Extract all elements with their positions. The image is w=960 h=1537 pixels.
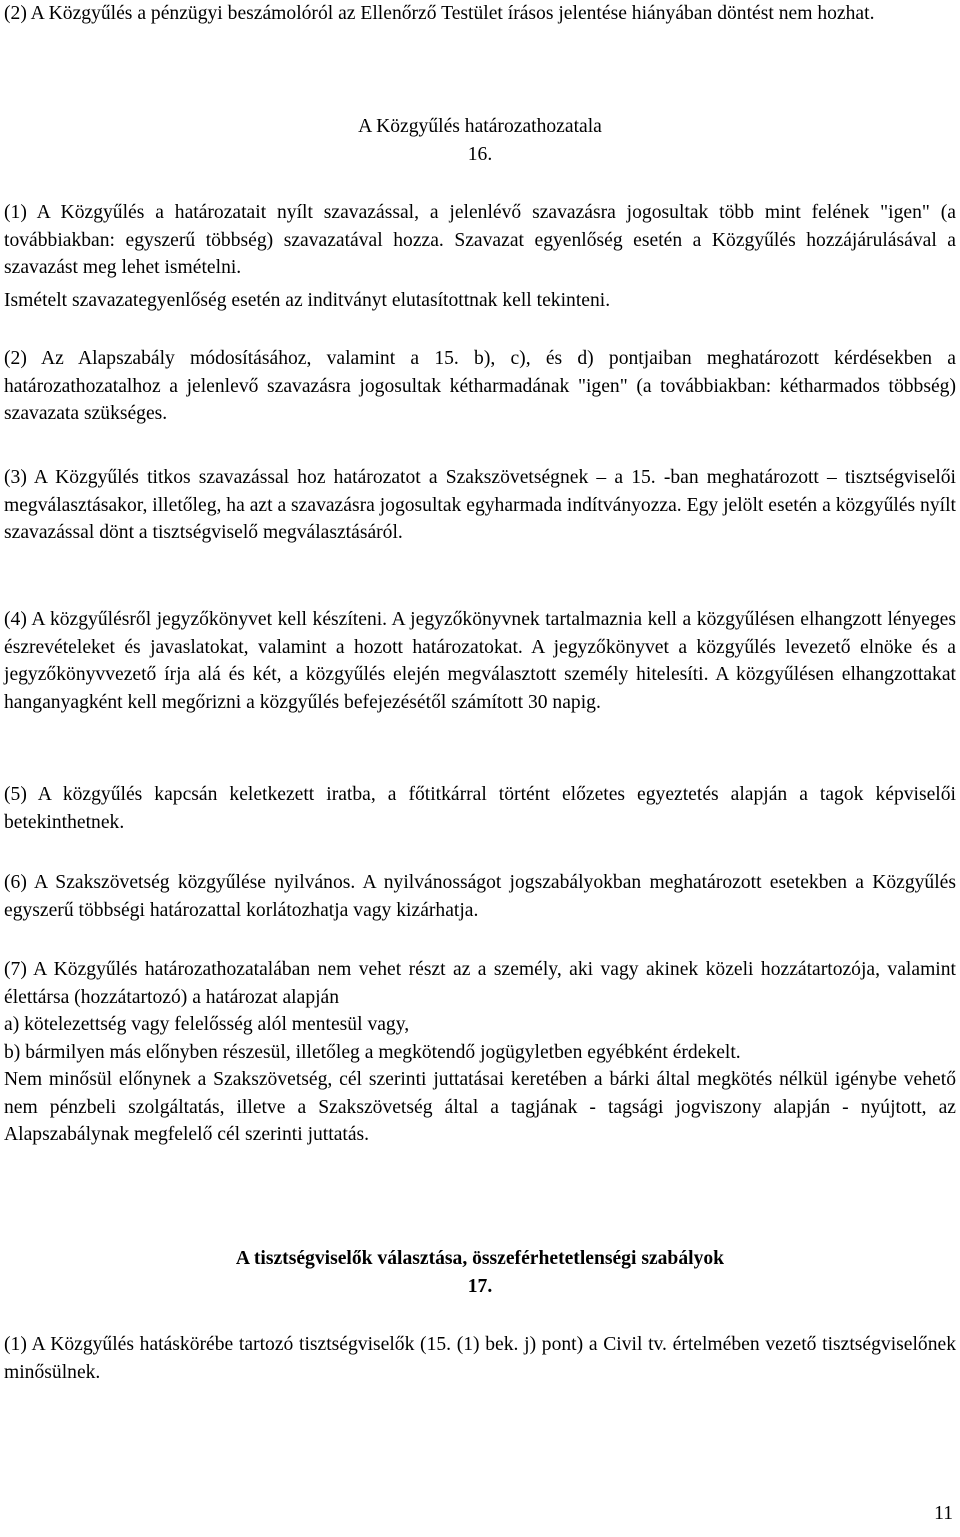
section-17-title: A tisztségviselők választása, összeférhetetlenségi szabályok (235, 1248, 725, 1269)
paragraph-15-2: (2) A Közgyűlés a pénzügyi beszámolóról az Ellenőrző Testület írásos jelentése hiányában döntést nem hozhat. (4, 3, 875, 24)
section-16-title: A Közgyűlés határozathozatala (358, 116, 602, 137)
paragraph-16-2: (2) Az Alapszabály módosításához, valamint a 15. b), c), és d) pontjaiban meghatározott kérdésekben a határozathozatalhoz a jelenlevő szavazásra jogosultak kétharmadának "igen" (a továbbiakban: kétharmados többség) szavazata szükséges. (4, 348, 956, 424)
paragraph-16-7-intro: (7) A Közgyűlés határozathozatalában nem vehet részt az a személy, aki vagy akinek közeli hozzátartozója, valamint élettársa (hozzátartozó) a határozat alapján (4, 959, 956, 1008)
paragraph-16-3: (3) A Közgyűlés titkos szavazással hoz határozatot a Szakszövetségnek – a 15. -ban meghatározott – tisztségviselői megválasztásakor, illetőleg, ha azt a szavazásra jogosultak egyharmada indítványozza. Egy jelölt esetén a közgyűlés nyílt szavazással dönt a tisztségviselő megválasztásáról. (4, 467, 956, 543)
paragraph-16-7-item-a: a) kötelezettség vagy felelősség alól mentesül vagy, (4, 1014, 410, 1035)
paragraph-16-6: (6) A Szakszövetség közgyűlése nyilvános. A nyilvánosságot jogszabályokban meghatározott esetekben a Közgyűlés egyszerű többségi határozattal korlátozhatja vagy kizárhatja. (4, 872, 956, 921)
paragraph-16-5: (5) A közgyűlés kapcsán keletkezett iratba, a főtitkárral történt előzetes egyeztetés alapján a tagok képviselői betekinthetnek. (4, 784, 956, 833)
paragraph-16-1 (4, 199, 956, 282)
paragraph-16-7-rest: Nem minősül előnynek a Szakszövetség, cél szerinti juttatásai keretében a bárki által megkötés nélkül igénybe vehető nem pénzbeli szolgáltatás, illetve a Szakszövetség által a tagjának - tagsági jogviszony alapján - nyújtott, az Alapszabálynak megfelelő cél szerinti juttatás. (4, 1069, 956, 1145)
paragraph-16-4: (4) A közgyűlésről jegyzőkönyvet kell készíteni. A jegyzőkönyvnek tartalmaznia kell a közgyűlésen elhangzott lényeges észrevételeket és javaslatokat, valamint a hozott határozatokat. A jegyzőkönyvet a közgyűlés levezető elnöke és a jegyzőkönyvvezető írja alá és két, a közgyűlés elején megválasztott személy hitelesíti. A közgyűlésen elhangzottakat hanganyagként kell megőrizni a közgyűlés befejezésétől számított 30 napig. (4, 609, 956, 713)
paragraph-16-7-item-b: b) bármilyen más előnyben részesül, illetőleg a megkötendő jogügyletben egyébként érdekelt. (4, 1041, 741, 1063)
section-16-number: 16. (467, 144, 493, 165)
paragraph-16-1-main: (1) A Közgyűlés a határozatait nyílt szavazással, a jelenlévő szavazásra jogosultak több mint felének "igen" (a továbbiakban: egyszerű többség) szavazatával hozza. Szavazat egyenlőség esetén a Közgyűlés hozzájárulásával a szavazást meg lehet ismételni. (4, 202, 956, 278)
section-17-number: 17. (467, 1276, 493, 1297)
paragraph-17-1: (1) A Közgyűlés hatáskörébe tartozó tisztségviselők (15. (1) bek. j) pont) a Civil tv. értelmében vezető tisztségviselőnek minősülnek. (4, 1334, 956, 1383)
paragraph-16-1-tail: Ismételt szavazategyenlőség esetén az inditványt elutasítottnak kell tekinteni. (4, 290, 611, 311)
page-number: 11 (934, 1503, 953, 1524)
paragraph-16-7 (4, 956, 956, 1149)
